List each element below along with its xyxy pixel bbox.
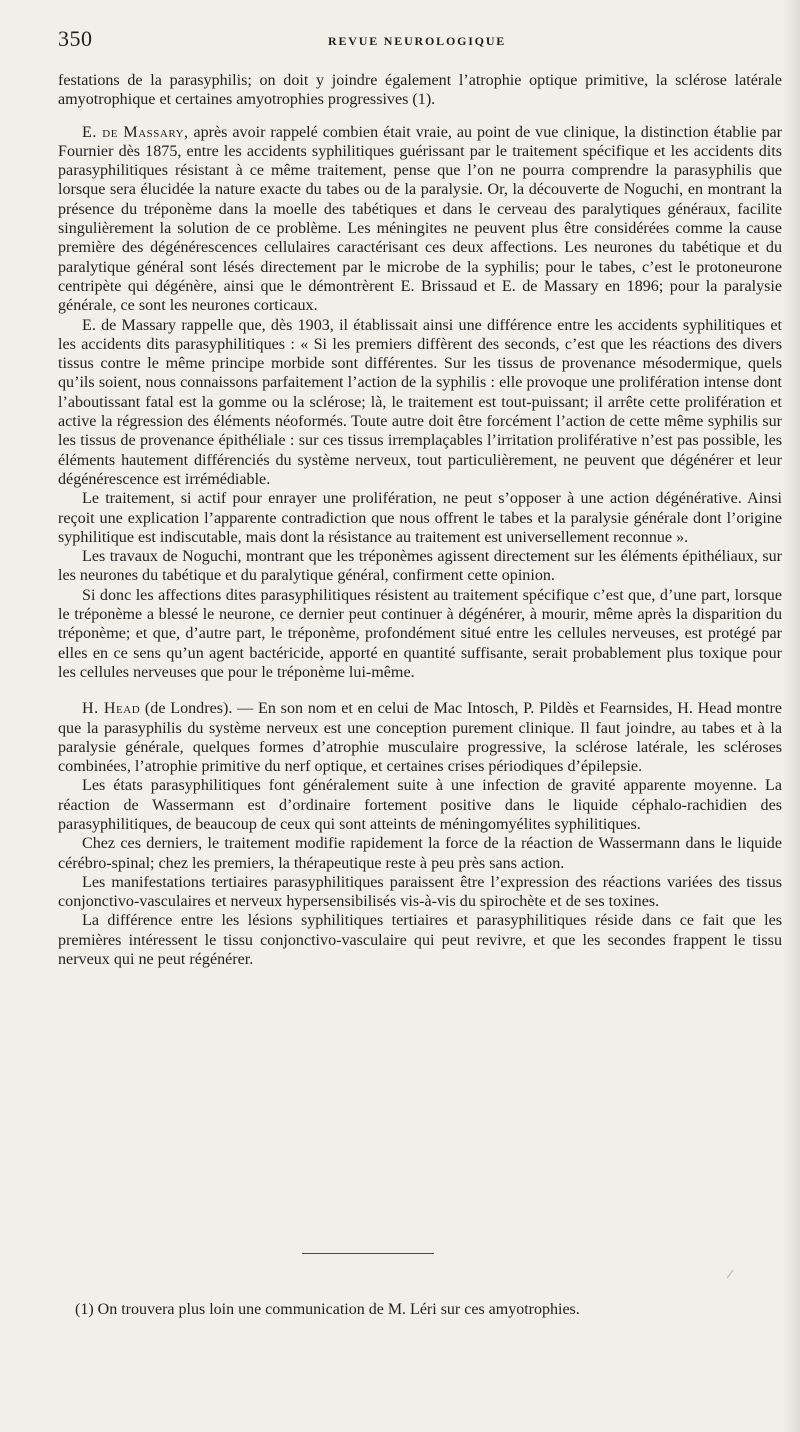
paragraph-9	[58, 834, 782, 873]
article-body	[58, 71, 782, 969]
page-fold-shadow	[782, 0, 800, 1432]
paragraph-2	[58, 123, 782, 316]
paragraph-11	[58, 911, 782, 969]
paragraph-1	[58, 71, 782, 110]
author-massary: E. de Massary,	[82, 123, 189, 141]
author-head: H. Head	[82, 700, 141, 718]
page-header	[58, 27, 782, 51]
footnote	[75, 1300, 780, 1320]
paragraph-3-text: E. de Massary rappelle que, dès 1903, il établissait ainsi une différence entre les accidents syphilitiques et les accidents dits parasyphilitiques : « Si les premiers diffèrent des seconds, c’est que les réactions des divers tissus contre le même principe morbide sont différentes. Sur les tissus de provenance mésodermique, quels qu’ils soient, nous connaissons parfaitement l’action de la syphilis : elle provoque une prolifération intense dont l’aboutissant fatal est la gomme ou la sclérose; là, le traitement est tout-puissant; il arrête cette prolifération et active la régression des éléments néoformés. Toute autre doit être forcément l’action de cette même syphilis sur les tissus de provenance épithéliale : sur ces tissus irremplaçables l’irritation proliférative n’est pas possible, les éléments hautement différenciés du système nerveux, tout particulièrement, ne peuvent que dégénérer et leur dégénérescence est irrémédiable.	[58, 316, 782, 488]
paragraph-11-text: La différence entre les lésions syphilitiques tertiaires et parasyphilitiques réside dans ce fait que les premières intéressent le tissu conjonctivo-vasculaire qui peut revivre, et que les secondes frappent le tissu nerveux qui ne peut régénérer.	[58, 912, 782, 969]
paragraph-4-text: Le traitement, si actif pour enrayer une prolifération, ne peut s’opposer à une action dégénérative. Ainsi reçoit une explication l’apparente contradiction que nous offrent le tabes et la paralysie générale dont l’origine syphilitique est indiscutable, mais dont la résistance au traitement est universellement reconnue ».	[58, 490, 782, 546]
paragraph-6-text: Si donc les affections dites parasyphilitiques résistent au traitement spécifique c’est que, d’une part, lorsque le tréponème a blessé le neurone, ce dernier peut continuer à dégénérer, à mourir, même après la disparition du tréponème; et que, d’autre part, le tréponème, profondément situé entre les cellules nerveuses, est protégé par elles en ce sens qu’un agent bactéricide, apporté en quantité suffisante, serait probablement plus toxique pour les cellules nerveuses que pour le tréponème lui-même.	[58, 586, 782, 681]
paragraph-6	[58, 586, 782, 682]
running-title: REVUE NEUROLOGIQUE	[328, 34, 507, 48]
page-number: 350	[58, 26, 93, 51]
paragraph-2-text: après avoir rappelé combien était vraie, au point de vue clinique, la distinction établie par Fournier dès 1875, entre les accidents syphilitiques guérissant par le traitement spécifique et les accidents dits parasyphilitiques résistant à ce même traitement, pense que l’on ne pourra comprendre la parasyphilis que lorsque sera élucidée la nature exacte du tabes ou de la paralysie. Or, la découverte de Noguchi, en montrant la présence du tréponème dans la moelle des tabétiques et dans le cerveau des paralytiques généraux, facilite singulièrement la solution de ce problème. Les méningites ne peuvent plus être considérées comme la cause première des dégénérescences cellulaires caractérisant ces deux affections. Les neurones du tabétique et du paralytique général sont lésés directement par le microbe de la syphilis; pour le tabes, c’est le protoneurone centripète qui dégénère, ainsi que le démontrèrent E. Brissaud et E. de Massary en 1896; pour la paralysie générale, ce sont les neurones corticaux.	[58, 123, 782, 315]
paragraph-5	[58, 547, 782, 586]
paragraph-4	[58, 489, 782, 547]
footnote-text: (1) On trouvera plus loin une communication de M. Léri sur ces amyotrophies.	[75, 1301, 580, 1318]
footnote-rule	[302, 1253, 434, 1254]
paragraph-10-text: Les manifestations tertiaires parasyphilitiques paraissent être l’expression des réactions variées des tissus conjonctivo-vasculaires et nerveux hypersensibilisés vis-à-vis du spirochète et de ses toxines.	[58, 873, 782, 911]
paragraph-1-text: festations de la parasyphilis; on doit y joindre également l’atrophie optique primitive, la sclérose latérale amyotrophique et certaines amyotrophies progressives (1).	[58, 72, 782, 109]
paragraph-8-text: Les états parasyphilitiques font généralement suite à une infection de gravité apparente moyenne. La réaction de Wassermann est d’ordinaire fortement positive dans le liquide céphalo-rachidien des parasyphilitiques, de beaucoup de ceux qui sont atteints de méningomyélites syphilitiques.	[58, 777, 782, 833]
paragraph-8	[58, 776, 782, 834]
paragraph-7	[58, 699, 782, 776]
page-mark	[727, 1270, 739, 1283]
paragraph-10	[58, 873, 782, 912]
paragraph-7-text: (de Londres). — En son nom et en celui de Mac Intosch, P. Pildès et Fearnsides, H. Head montre que la parasyphilis du système nerveux est une conception purement clinique. Il faut joindre, au tabes et à la paralysie générale, quelques formes d’atrophie musculaire progressive, la sclérose latérale, les scléroses combinées, l’atrophie primitive du nerf optique, et certaines crises périodiques d’épilepsie.	[58, 700, 782, 776]
paragraph-5-text: Les travaux de Noguchi, montrant que les tréponèmes agissent directement sur les éléments épithéliaux, sur les neurones du tabétique et du paralytique général, confirment cette opinion.	[58, 548, 782, 585]
paragraph-9-text: Chez ces derniers, le traitement modifie rapidement la force de la réaction de Wassermann dans le liquide cérébro-spinal; chez les premiers, la thérapeutique reste à peu près sans action.	[58, 835, 782, 872]
paragraph-3	[58, 316, 782, 490]
